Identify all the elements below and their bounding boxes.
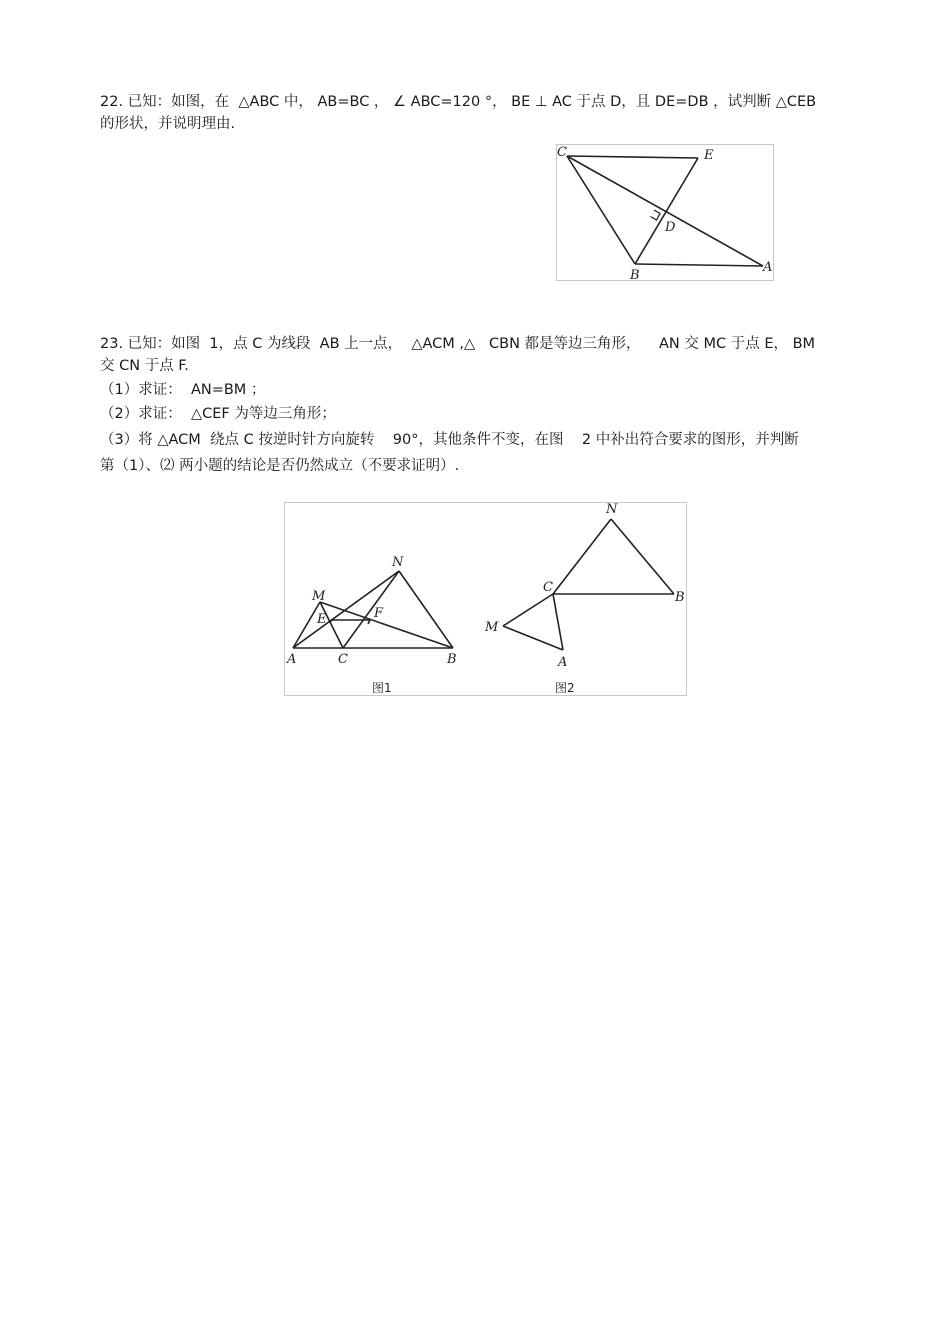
- fig1-label-M: M: [312, 589, 326, 604]
- q23-text-line2: 交 CN 于点 F.: [100, 358, 189, 374]
- q23-text-line1: 23. 已知：如图 1，点 C 为线段 AB 上一点， △ACM ,△ CBN 都是等边三角形， AN 交 MC 于点 E， BM: [100, 336, 816, 352]
- q23-part3: （3）将 △ACM 绕点 C 按逆时针方向旋转 90°，其他条件不变，在图 2 中补出符合要求的图形，并判断: [100, 432, 799, 448]
- fig1-label-F: F: [374, 606, 384, 621]
- fig2-label-A: A: [558, 655, 568, 670]
- fig1-label-A: A: [287, 652, 297, 667]
- fig2-label-C: C: [543, 580, 553, 595]
- q22-label-A: A: [763, 260, 773, 275]
- fig2-label-B: B: [675, 590, 685, 605]
- fig1-label-B: B: [447, 652, 457, 667]
- fig2-label-N: N: [606, 502, 618, 517]
- q22-label-C: C: [557, 145, 567, 160]
- q22-label-D: D: [665, 220, 676, 235]
- q23-part1: （1）求证： AN=BM ；: [100, 382, 266, 398]
- q22-figure: [556, 144, 774, 281]
- q23-part2: （2）求证： △CEF 为等边三角形；: [100, 406, 336, 422]
- fig1-label-N: N: [392, 555, 404, 570]
- q22-label-B: B: [630, 268, 640, 281]
- fig1-caption: 图1: [372, 681, 392, 695]
- fig1-label-E: E: [317, 612, 327, 627]
- q23-part4: 第（1）、⑵ 两小题的结论是否仍然成立（不要求证明）.: [100, 458, 460, 474]
- q22-text-line1: 22. 已知：如图，在 △ABC 中， AB=BC ， ∠ ABC=120 °， BE ⊥ AC 于点 D，且 DE=DB ，试判断 △CEB: [100, 94, 817, 110]
- q22-label-E: E: [704, 148, 714, 163]
- q22-text-line2: 的形状，并说明理由.: [100, 116, 236, 132]
- fig2-label-M: M: [485, 620, 499, 635]
- q23-figures: [284, 502, 687, 696]
- fig2-caption: 图2: [555, 681, 575, 695]
- fig1-label-C: C: [338, 652, 348, 667]
